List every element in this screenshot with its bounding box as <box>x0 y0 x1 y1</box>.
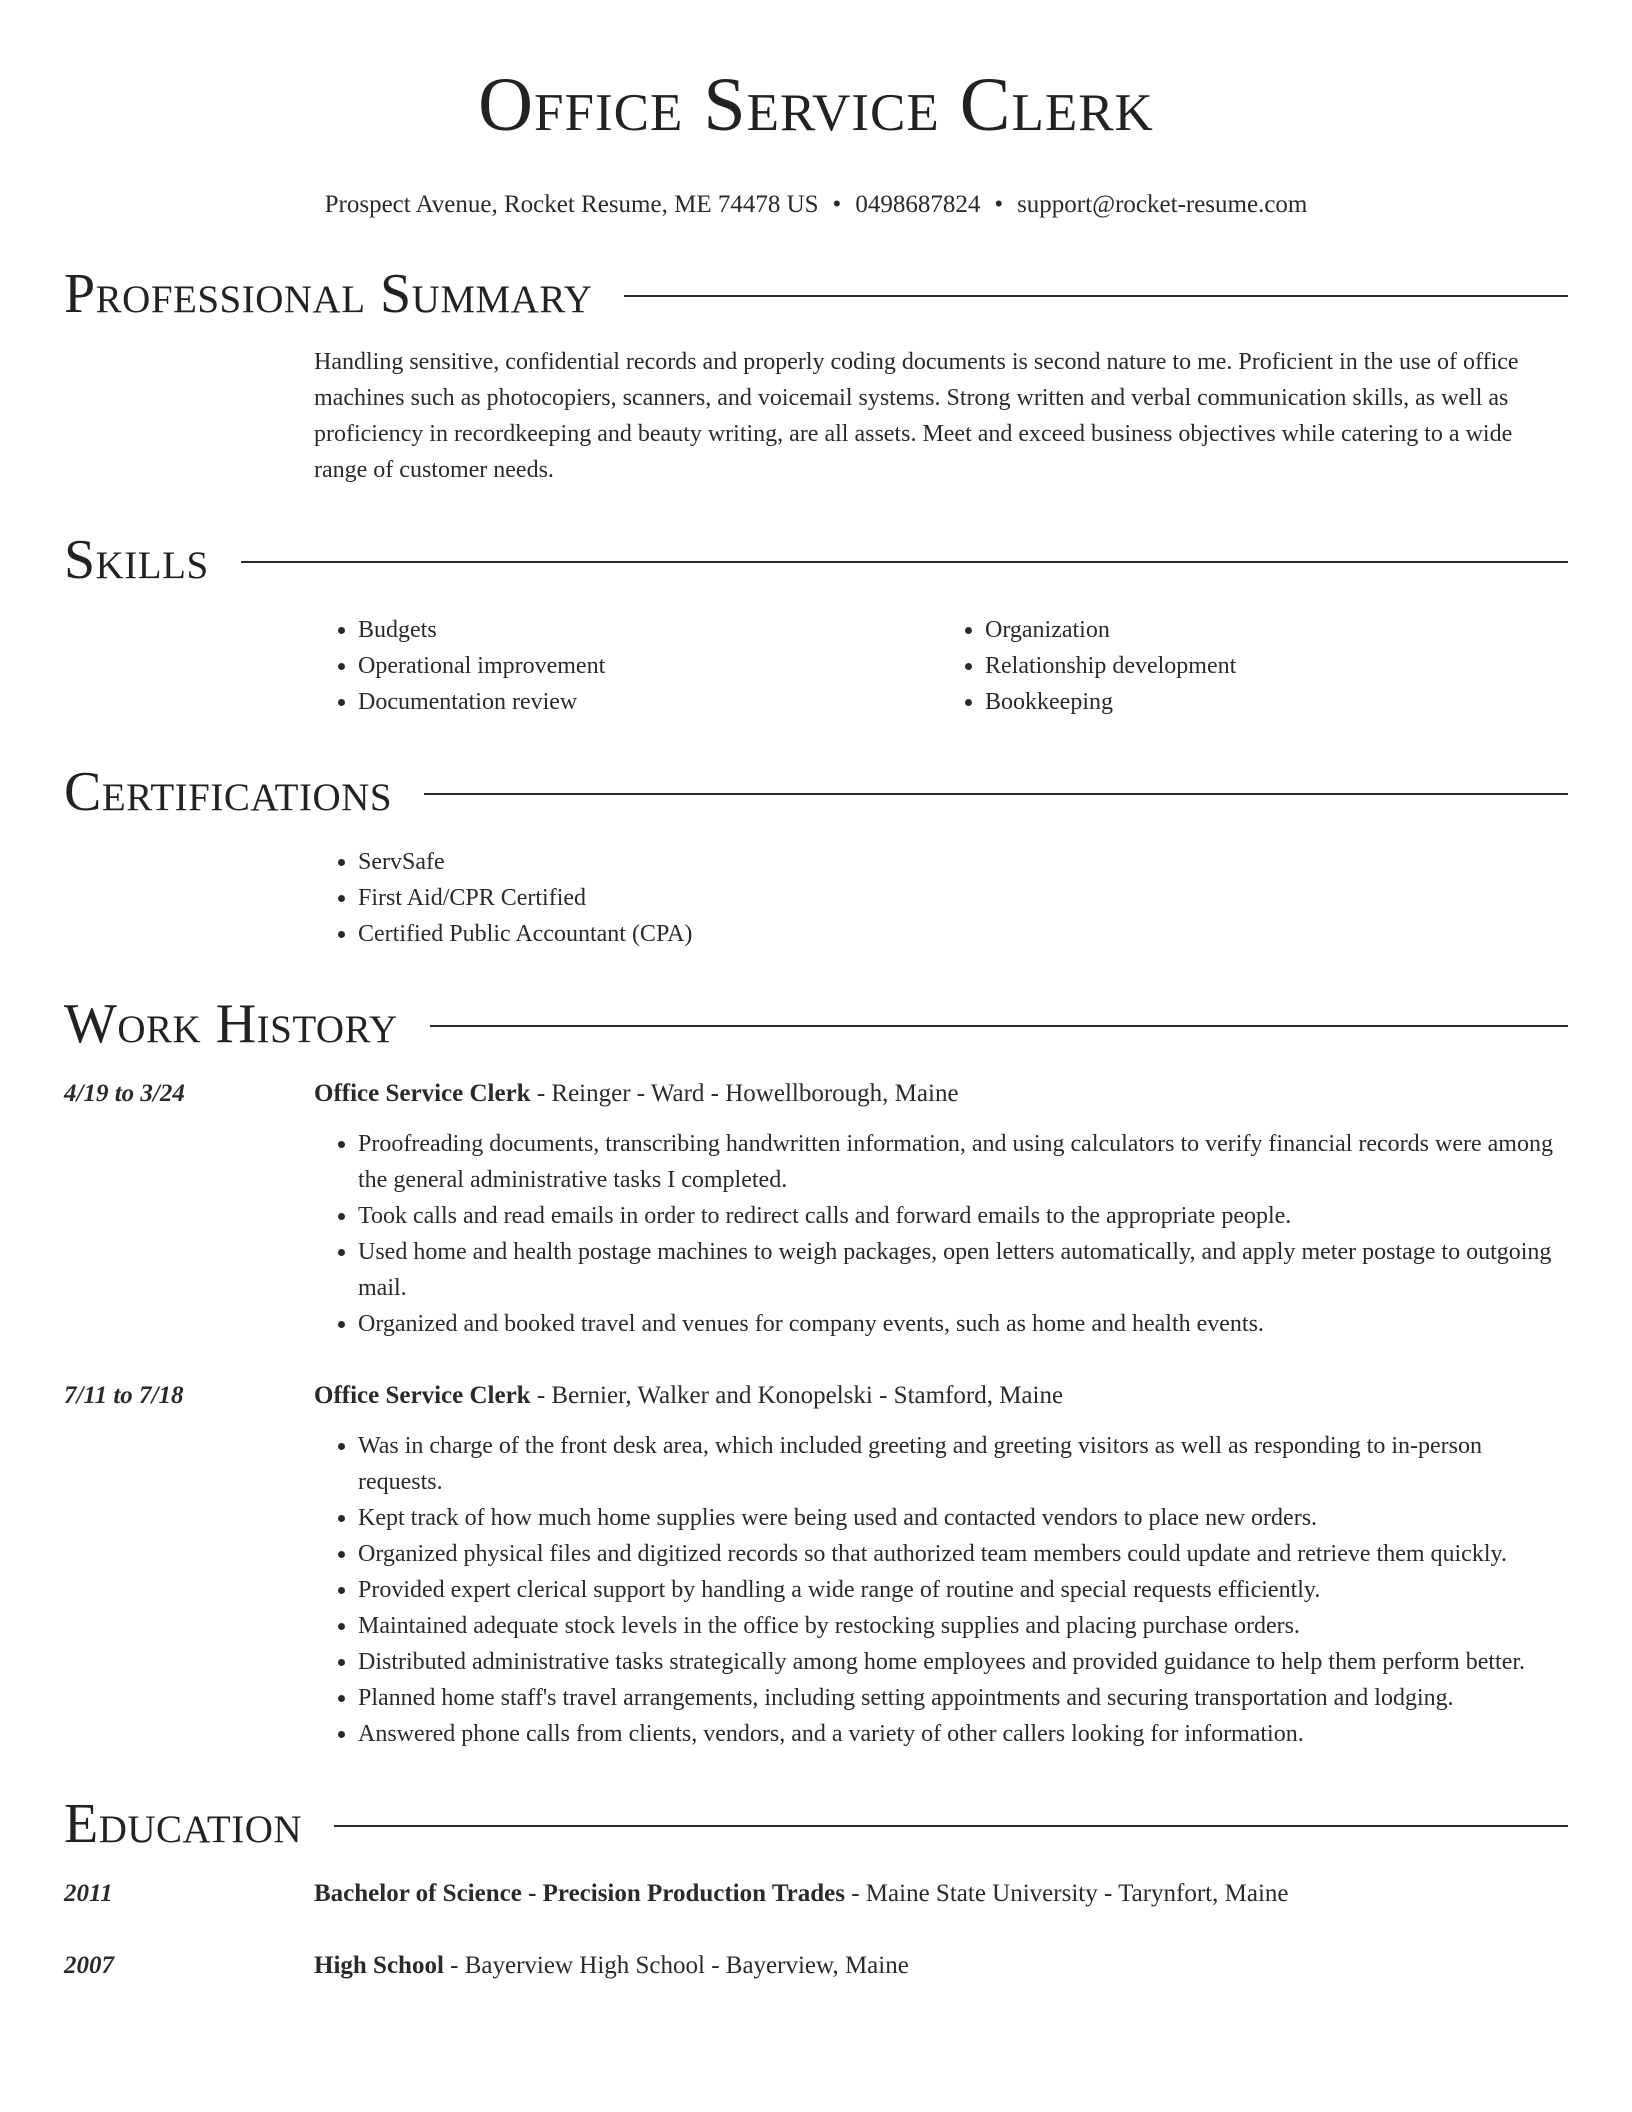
job-bullet: • Provided expert clerical support by handling a wide range of routine and special requests efficiently. <box>358 1572 1568 1608</box>
certifications-section-header <box>64 760 1568 824</box>
skills-grid <box>314 612 1568 720</box>
job-header <box>64 1076 1568 1112</box>
contact-email: support@rocket-resume.com <box>1017 191 1308 218</box>
education-degree: Bachelor of Science - Precision Production Trades <box>314 1880 845 1907</box>
skills-heading: Skills <box>64 529 209 591</box>
job-title-line <box>314 1076 959 1112</box>
skill-item: • Relationship development <box>985 648 1568 684</box>
summary-text: Handling sensitive, confidential records and properly coding documents is second nature to me. Proficient in the use of office machines such as photocopiers, scanners, and voicemail systems. Strong written and verbal communication skills, as well as proficiency in recordkeeping and beauty writing, are all assets. Meet and exceed business objectives while catering to a wide range of customer needs. <box>314 349 1519 483</box>
certifications-heading: Certifications <box>64 761 393 823</box>
job-bullet: • Answered phone calls from clients, vendors, and a variety of other callers looking for information. <box>358 1716 1568 1752</box>
job-title: Office Service Clerk <box>314 1382 531 1409</box>
work-section-header <box>64 992 1568 1056</box>
job-bullet: • Distributed administrative tasks strategically among home employees and provided guidance to help them perform better. <box>358 1644 1568 1680</box>
contact-address: Prospect Avenue, Rocket Resume, ME 74478 US <box>324 191 819 218</box>
education-degree: High School <box>314 1952 444 1979</box>
certification-item: • ServSafe <box>358 844 1568 880</box>
job-bullet: • Organized and booked travel and venues for company events, such as home and health events. <box>358 1306 1568 1342</box>
education-section-header <box>64 1792 1568 1856</box>
education-entry <box>64 1948 1568 1984</box>
education-entry <box>64 1876 1568 1912</box>
work-heading: Work History <box>64 993 398 1055</box>
skills-list-right <box>941 612 1568 720</box>
summary-section-header <box>64 262 1568 326</box>
section-divider <box>334 1825 1568 1827</box>
job-bullet: • Used home and health postage machines to weigh packages, open letters automatically, and apply meter postage to outgoing mail. <box>358 1234 1568 1306</box>
job-bullet: • Took calls and read emails in order to redirect calls and forward emails to the appropriate people. <box>358 1198 1568 1234</box>
contact-line <box>64 188 1568 222</box>
education-details: - Maine State University - Tarynfort, Maine <box>844 1880 1289 1907</box>
resume-name: Office Service Clerk <box>478 63 1154 147</box>
job-bullet: • Was in charge of the front desk area, which included greeting and greeting visitors as well as responding to in-person requests. <box>358 1428 1568 1500</box>
certifications-block <box>314 844 1568 952</box>
job-bullet: • Organized physical files and digitized records so that authorized team members could update and retrieve them quickly. <box>358 1536 1568 1572</box>
certification-item: • First Aid/CPR Certified <box>358 880 1568 916</box>
education-line <box>314 1876 1289 1912</box>
job-bullets <box>314 1126 1568 1342</box>
job-bullet: • Maintained adequate stock levels in the office by restocking supplies and placing purchase orders. <box>358 1608 1568 1644</box>
job-details: - Bernier, Walker and Konopelski - Stamford, Maine <box>530 1382 1064 1409</box>
skill-item: • Operational improvement <box>358 648 941 684</box>
skill-item: • Budgets <box>358 612 941 648</box>
job-dates: 7/11 to 7/18 <box>64 1382 184 1409</box>
job-dates: 4/19 to 3/24 <box>64 1080 185 1107</box>
education-details: - Bayerview High School - Bayerview, Maine <box>443 1952 909 1979</box>
certification-item: • Certified Public Accountant (CPA) <box>358 916 1568 952</box>
job-bullet: • Kept track of how much home supplies were being used and contacted vendors to place new orders. <box>358 1500 1568 1536</box>
skills-list-left <box>314 612 941 720</box>
job-header <box>64 1378 1568 1414</box>
contact-separator: • <box>832 191 842 218</box>
section-divider <box>241 561 1568 563</box>
education-year: 2011 <box>64 1880 113 1907</box>
skill-item: • Documentation review <box>358 684 941 720</box>
education-year: 2007 <box>64 1952 114 1979</box>
section-divider <box>624 295 1568 297</box>
job-entry <box>64 1076 1568 1342</box>
job-title-line <box>314 1378 1063 1414</box>
skill-item: • Organization <box>985 612 1568 648</box>
skill-item: • Bookkeeping <box>985 684 1568 720</box>
summary-heading: Professional Summary <box>64 263 593 325</box>
job-bullet: • Proofreading documents, transcribing handwritten information, and using calculators to verify financial records were among the general administrative tasks I completed. <box>358 1126 1568 1198</box>
section-divider <box>424 793 1568 795</box>
contact-phone: 0498687824 <box>855 191 981 218</box>
education-line <box>314 1948 909 1984</box>
job-bullets <box>314 1428 1568 1752</box>
contact-separator: • <box>994 191 1004 218</box>
certifications-list <box>314 844 1568 952</box>
job-details: - Reinger - Ward - Howellborough, Maine <box>530 1080 959 1107</box>
job-title: Office Service Clerk <box>314 1080 531 1107</box>
skills-section-header <box>64 528 1568 592</box>
section-divider <box>430 1025 1568 1027</box>
education-heading: Education <box>64 1793 303 1855</box>
job-entry <box>64 1378 1568 1752</box>
job-bullet: • Planned home staff's travel arrangements, including setting appointments and securing transportation and lodging. <box>358 1680 1568 1716</box>
